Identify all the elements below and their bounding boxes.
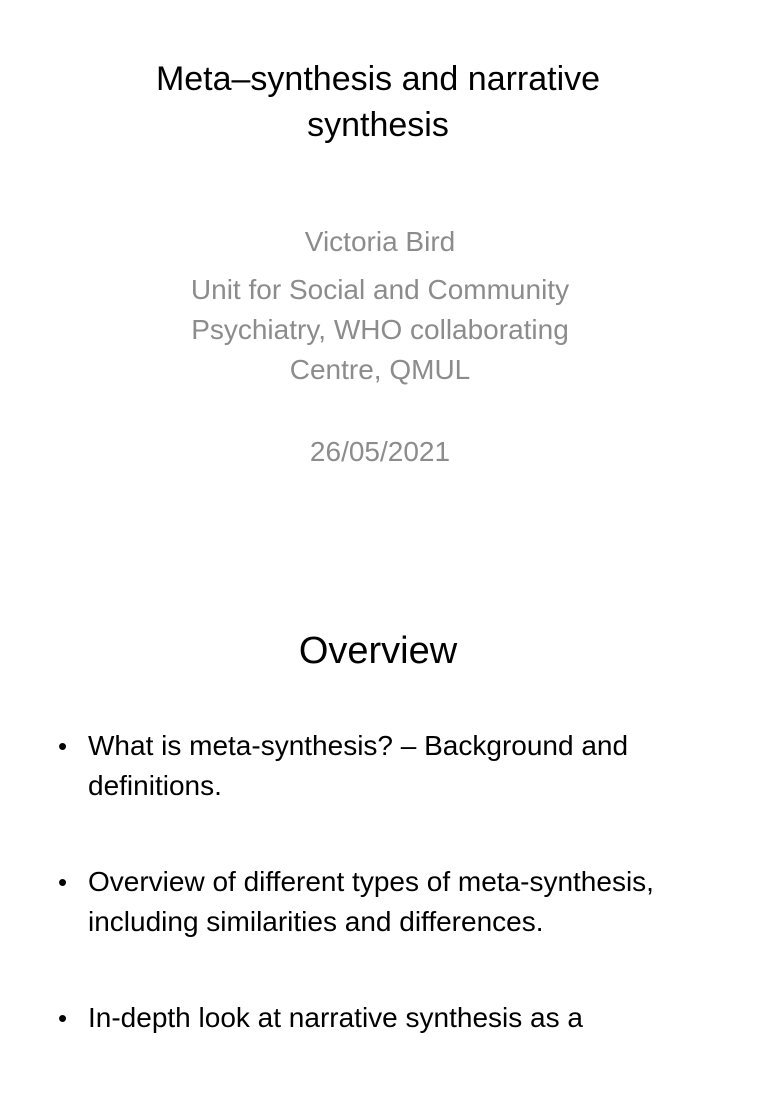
bullet-list xyxy=(58,726,738,1094)
bullet-icon: • xyxy=(58,731,68,761)
affiliation xyxy=(120,270,640,390)
slide-subtitle xyxy=(120,222,640,472)
title-line: synthesis xyxy=(307,106,449,144)
slide-title xyxy=(60,56,696,148)
slide-title: Overview xyxy=(298,630,458,672)
overview-slide xyxy=(0,560,768,1033)
bullet-text-line: In-depth look at narrative synthesis as a xyxy=(88,1002,583,1033)
bullet-text-line: definitions. xyxy=(88,770,222,801)
bullet-text-line: Overview of different types of meta-synthesis, xyxy=(88,866,654,897)
affiliation-line: Unit for Social and Community xyxy=(190,274,570,305)
presentation-date: 26/05/2021 xyxy=(309,436,451,467)
bullet-icon: • xyxy=(58,1003,68,1033)
author-name: Victoria Bird xyxy=(304,226,456,257)
affiliation-line: Centre, QMUL xyxy=(289,354,471,385)
title-line: Meta–synthesis and narrative xyxy=(155,60,601,98)
bullet-item xyxy=(58,998,738,1038)
bullet-text-line: including similarities and differences. xyxy=(88,906,544,937)
bullet-item xyxy=(58,726,738,806)
bullet-text-line: What is meta-synthesis? – Background and xyxy=(88,730,629,761)
bullet-icon: • xyxy=(58,867,68,897)
bullet-item xyxy=(58,862,738,942)
affiliation-line: Psychiatry, WHO collaborating xyxy=(191,314,569,345)
